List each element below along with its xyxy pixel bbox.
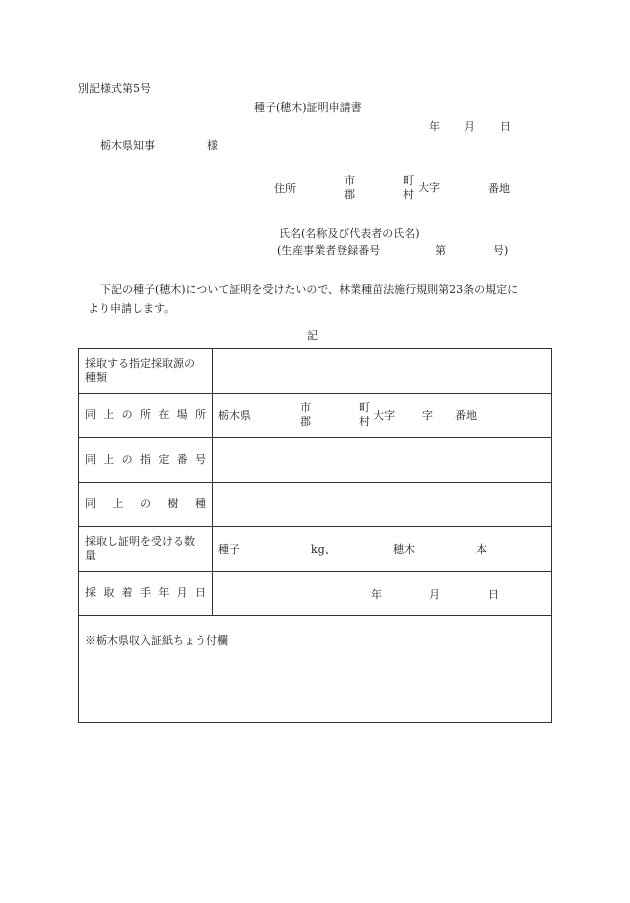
location-city-county-stack (300, 401, 311, 429)
start-date-label-char: 年 (158, 586, 170, 600)
location-oaza: 大字 (373, 408, 395, 422)
revenue-stamp-label: ※栃木県収入証紙ちょう付欄 (85, 634, 228, 647)
designation-number-value[interactable] (213, 438, 551, 482)
applicant-name-label: 氏名(名称及び代表者の氏名) (279, 227, 420, 240)
quantity-kg-unit: kg、 (311, 543, 336, 556)
location-aza: 字 (422, 408, 433, 422)
start-date-day: 日 (488, 587, 499, 601)
location-pref: 栃木県 (218, 408, 251, 422)
date-month-label: 月 (464, 120, 475, 133)
city-label: 市 (344, 174, 355, 187)
table-row-location (79, 394, 551, 439)
addressee-honorific: 様 (207, 139, 218, 152)
location-city: 市 (300, 400, 311, 414)
start-date-label-char: 採 (85, 586, 96, 600)
location-village: 村 (359, 414, 370, 428)
table-row-tree-species (79, 483, 551, 528)
form-number: 別記様式第5号 (78, 82, 151, 95)
start-date-value[interactable] (213, 572, 551, 616)
start-date-label-char: 手 (139, 586, 151, 600)
location-label-char: 所 (194, 408, 206, 422)
registration-go: 号) (493, 244, 509, 257)
date-day-label: 日 (500, 120, 511, 133)
tree-species-label-char: 上 (112, 497, 124, 511)
tree-species-label-char: の (140, 497, 151, 511)
designation-label-char: の (121, 452, 133, 466)
quantity-seed: 種子 (218, 543, 240, 556)
designation-label-char: 同 (85, 452, 96, 466)
details-table (78, 348, 552, 723)
banchi-label: 番地 (488, 182, 510, 195)
ki-heading: 記 (307, 329, 318, 342)
village-label: 村 (403, 188, 414, 201)
tree-species-label-char: 樹 (167, 497, 179, 511)
location-label-char: の (121, 408, 133, 422)
start-date-year: 年 (371, 587, 382, 601)
quantity-value[interactable] (213, 527, 551, 571)
location-town-village-stack (359, 401, 370, 429)
location-label (79, 394, 213, 438)
body-text-line1: 下記の種子(穂木)について証明を受けたいので、林業種苗法施行規則第23条の規定に (100, 283, 519, 296)
address-label: 住所 (274, 182, 296, 195)
quantity-hon-unit: 本 (476, 543, 487, 556)
quantity-label (79, 527, 213, 571)
designation-label-char: 上 (103, 452, 115, 466)
registration-dai: 第 (435, 244, 446, 257)
designation-label-char: 指 (139, 452, 151, 466)
table-row-designation-number (79, 438, 551, 483)
quantity-label-line2: 量 (85, 548, 96, 562)
location-banchi: 番地 (455, 408, 477, 422)
designation-number-label (79, 438, 213, 482)
start-date-label-char: 月 (176, 586, 188, 600)
table-row-source-type (79, 349, 551, 394)
body-text-line2: より申請します。 (88, 302, 176, 315)
source-type-label-line2: 種類 (85, 370, 107, 384)
city-county-stack (344, 174, 355, 202)
location-town: 町 (359, 400, 370, 414)
start-date-month: 月 (429, 587, 440, 601)
location-county: 郡 (300, 414, 311, 428)
date-year-label: 年 (429, 120, 440, 133)
addressee-name: 栃木県知事 (100, 139, 155, 152)
source-type-label-line1: 採取する指定採取源の (85, 356, 195, 370)
document-title: 種子(穂木)証明申請書 (254, 101, 362, 114)
designation-label-char: 番 (176, 452, 188, 466)
revenue-stamp-area[interactable] (79, 616, 551, 722)
location-value[interactable] (213, 394, 551, 438)
table-row-start-date (79, 572, 551, 617)
tree-species-label-char: 種 (195, 497, 206, 511)
designation-label-char: 号 (194, 452, 206, 466)
start-date-label-char: 日 (194, 586, 206, 600)
location-label-char: 在 (158, 408, 170, 422)
tree-species-value[interactable] (213, 483, 551, 527)
town-village-stack (403, 174, 414, 202)
town-label: 町 (403, 174, 414, 187)
oaza-label: 大字 (418, 181, 440, 194)
quantity-label-line1: 採取し証明を受ける数 (85, 534, 195, 548)
location-label-char: 所 (139, 408, 151, 422)
tree-species-label (79, 483, 213, 527)
start-date-label-char: 取 (103, 586, 115, 600)
location-label-char: 同 (85, 408, 96, 422)
registration-label: (生産事業者登録番号 (277, 244, 381, 257)
location-label-char: 上 (103, 408, 115, 422)
designation-label-char: 定 (158, 452, 170, 466)
location-label-char: 場 (176, 408, 188, 422)
county-label: 郡 (344, 188, 355, 201)
quantity-scion: 穂木 (393, 543, 415, 556)
tree-species-label-char: 同 (85, 497, 96, 511)
start-date-label (79, 572, 213, 616)
source-type-value[interactable] (213, 349, 551, 393)
table-row-quantity (79, 527, 551, 572)
source-type-label (79, 349, 213, 393)
start-date-label-char: 着 (121, 586, 133, 600)
